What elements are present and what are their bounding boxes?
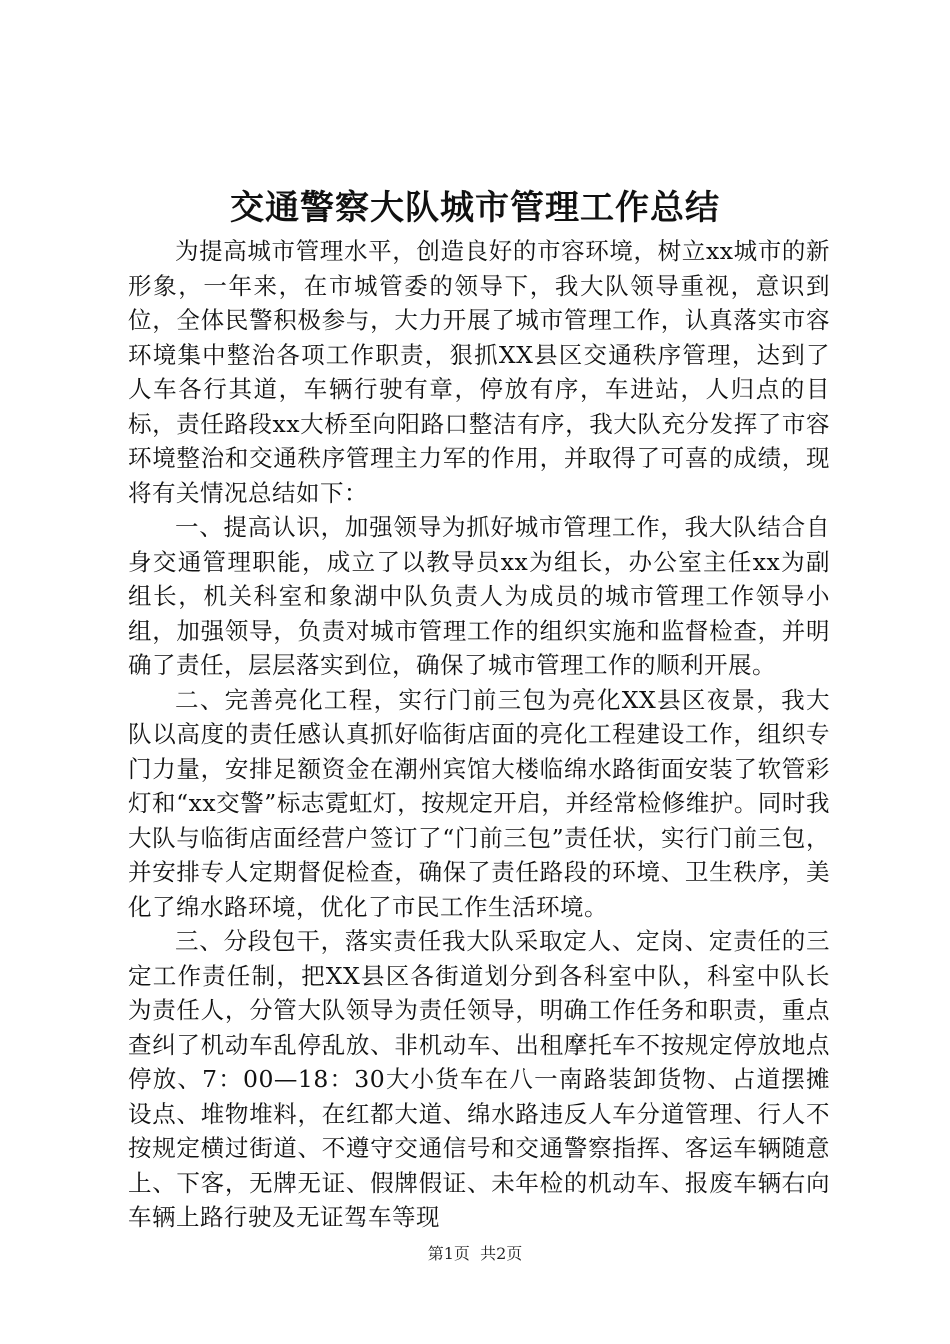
paragraph-section-3: 三、分段包干，落实责任我大队采取定人、定岗、定责任的三定工作责任制，把XX县区各街道划分到各科室中队，科室中队长为责任人，分管大队领导为责任领导，明确工作任务和职责，重点查纠了机动车乱停乱放、非机动车、出租摩托车不按规定停放地点停放、7：00—18：30大小货车在八一南路装卸货物、占道摆摊设点、堆物堆料，在红都大道、绵水路违反人车分道管理、行人不按规定横过街道、不遵守交通信号和交通警察指挥、客运车辆随意上、下客，无牌无证、假牌假证、未年检的机动车、报废车辆右向车辆上路行驶及无证驾车等现	[128, 927, 830, 1231]
paragraph-intro: 为提高城市管理水平，创造良好的市容环境，树立xx城市的新形象，一年来，在市城管委的领导下，我大队领导重视，意识到位，全体民警积极参与，大力开展了城市管理工作，认真落实市容环境集中整治各项工作职责，狠抓XX县区交通秩序管理，达到了人车各行其道，车辆行驶有章，停放有序，车进站，人归点的目标，责任路段xx大桥至向阳路口整洁有序，我大队充分发挥了市容环境整治和交通秩序管理主力军的作用，并取得了可喜的成绩，现将有关情况总结如下：	[128, 237, 830, 507]
page-number: 第1页 共2页	[427, 1244, 523, 1263]
document-body	[128, 234, 830, 1235]
document-title: 交通警察大队城市管理工作总结	[230, 188, 720, 228]
paragraph-section-2: 二、完善亮化工程，实行门前三包为亮化XX县区夜景，我大队以高度的责任感认真抓好临街店面的亮化工程建设工作，组织专门力量，安排足额资金在潮州宾馆大楼临绵水路街面安装了软管彩灯和“xx交警”标志霓虹灯，按规定开启，并经常检修维护。同时我大队与临街店面经营户签订了“门前三包”责任状，实行门前三包，并安排专人定期督促检查，确保了责任路段的环境、卫生秩序，美化了绵水路环境，优化了市民工作生活环境。	[128, 685, 830, 921]
paragraph-section-1: 一、提高认识，加强领导为抓好城市管理工作，我大队结合自身交通管理职能，成立了以教导员xx为组长，办公室主任xx为副组长，机关科室和象湖中队负责人为成员的城市管理工作领导小组，加强领导，负责对城市管理工作的组织实施和监督检查，并明确了责任，层层落实到位，确保了城市管理工作的顺利开展。	[128, 513, 830, 679]
page-footer	[0, 1244, 950, 1264]
